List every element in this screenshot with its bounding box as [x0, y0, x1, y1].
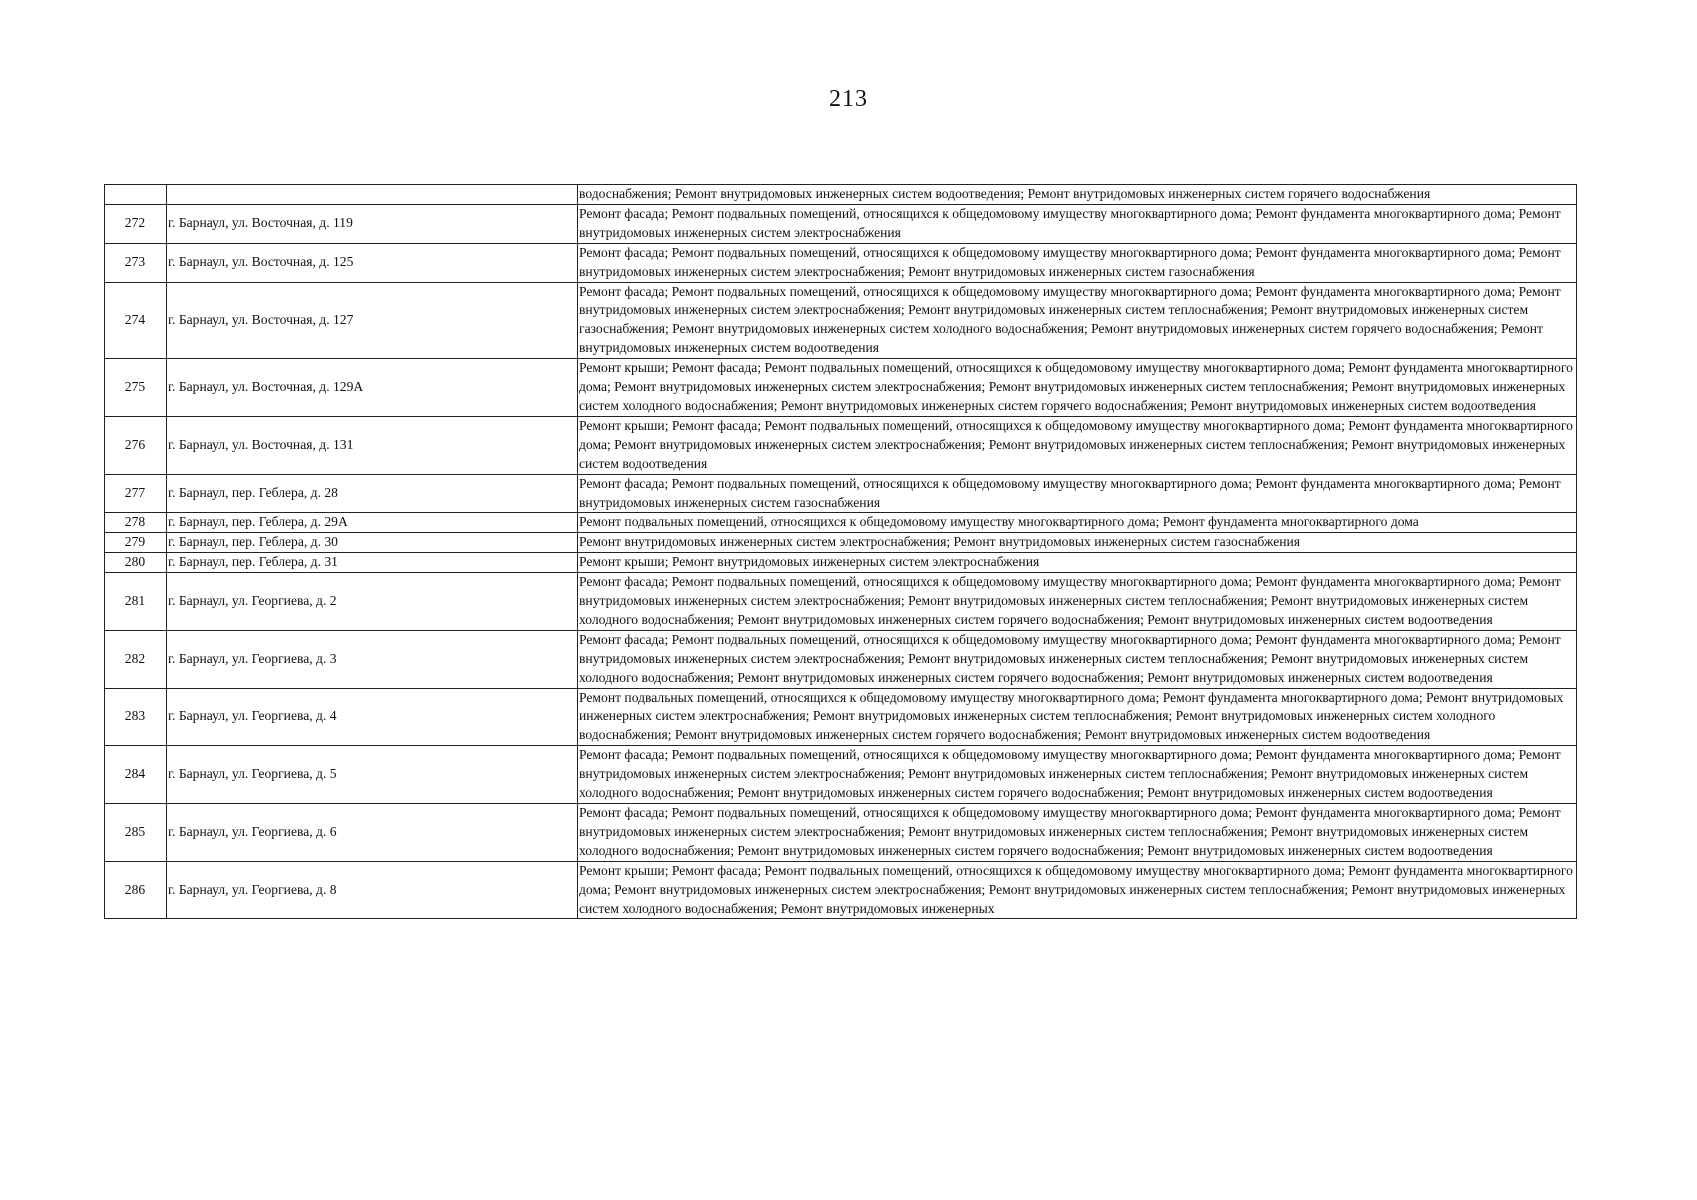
address-cell: г. Барнаул, ул. Восточная, д. 131	[167, 416, 578, 474]
works-cell: Ремонт фасада; Ремонт подвальных помещений, относящихся к общедомовому имуществу многоквартирного дома; Ремонт фундамента многоквартирного дома; Ремонт внутридомовых инженерных систем электроснабжения; Ремонт внутридомовых инженерных систем теплоснабжения; Ремонт внутридомовых инженерных систем холодного водоснабжения; Ремонт внутридомовых инженерных систем горячего водоснабжения; Ремонт внутридомовых инженерных систем водоотведения	[578, 746, 1577, 804]
row-number-cell: 277	[105, 474, 167, 513]
address-cell: г. Барнаул, ул. Георгиева, д. 6	[167, 804, 578, 862]
works-cell: Ремонт крыши; Ремонт фасада; Ремонт подвальных помещений, относящихся к общедомовому имуществу многоквартирного дома; Ремонт фундамента многоквартирного дома; Ремонт внутридомовых инженерных систем электроснабжения; Ремонт внутридомовых инженерных систем теплоснабжения; Ремонт внутридомовых инженерных систем холодного водоснабжения; Ремонт внутридомовых инженерных систем горячего водоснабжения; Ремонт внутридомовых инженерных систем водоотведения	[578, 359, 1577, 417]
page-number: 213	[829, 86, 868, 112]
address-cell: г. Барнаул, ул. Георгиева, д. 5	[167, 746, 578, 804]
works-cell: Ремонт крыши; Ремонт фасада; Ремонт подвальных помещений, относящихся к общедомовому имуществу многоквартирного дома; Ремонт фундамента многоквартирного дома; Ремонт внутридомовых инженерных систем электроснабжения; Ремонт внутридомовых инженерных систем теплоснабжения; Ремонт внутридомовых инженерных систем водоотведения	[578, 416, 1577, 474]
row-number-cell: 286	[105, 861, 167, 919]
table-row	[105, 204, 1577, 243]
row-number-cell: 282	[105, 630, 167, 688]
works-cell: Ремонт фасада; Ремонт подвальных помещений, относящихся к общедомовому имуществу многоквартирного дома; Ремонт фундамента многоквартирного дома; Ремонт внутридомовых инженерных систем электроснабжения; Ремонт внутридомовых инженерных систем теплоснабжения; Ремонт внутридомовых инженерных систем холодного водоснабжения; Ремонт внутридомовых инженерных систем горячего водоснабжения; Ремонт внутридомовых инженерных систем водоотведения	[578, 573, 1577, 631]
row-number-cell: 272	[105, 204, 167, 243]
row-number-cell: 275	[105, 359, 167, 417]
address-cell: г. Барнаул, ул. Георгиева, д. 2	[167, 573, 578, 631]
table-row	[105, 474, 1577, 513]
address-cell: г. Барнаул, ул. Восточная, д. 119	[167, 204, 578, 243]
works-cell: водоснабжения; Ремонт внутридомовых инженерных систем водоотведения; Ремонт внутридомовых инженерных систем горячего водоснабжения	[578, 185, 1577, 205]
works-cell: Ремонт крыши; Ремонт внутридомовых инженерных систем электроснабжения	[578, 553, 1577, 573]
table-row	[105, 416, 1577, 474]
works-cell: Ремонт крыши; Ремонт фасада; Ремонт подвальных помещений, относящихся к общедомовому имуществу многоквартирного дома; Ремонт фундамента многоквартирного дома; Ремонт внутридомовых инженерных систем электроснабжения; Ремонт внутридомовых инженерных систем теплоснабжения; Ремонт внутридомовых инженерных систем холодного водоснабжения; Ремонт внутридомовых инженерных	[578, 861, 1577, 919]
address-cell: г. Барнаул, ул. Восточная, д. 125	[167, 243, 578, 282]
works-cell: Ремонт фасада; Ремонт подвальных помещений, относящихся к общедомовому имуществу многоквартирного дома; Ремонт фундамента многоквартирного дома; Ремонт внутридомовых инженерных систем электроснабжения; Ремонт внутридомовых инженерных систем теплоснабжения; Ремонт внутридомовых инженерных систем холодного водоснабжения; Ремонт внутридомовых инженерных систем горячего водоснабжения; Ремонт внутридомовых инженерных систем водоотведения	[578, 804, 1577, 862]
table-row	[105, 282, 1577, 359]
table-row	[105, 630, 1577, 688]
address-cell: г. Барнаул, пер. Геблера, д. 28	[167, 474, 578, 513]
works-cell: Ремонт фасада; Ремонт подвальных помещений, относящихся к общедомовому имуществу многоквартирного дома; Ремонт фундамента многоквартирного дома; Ремонт внутридомовых инженерных систем электроснабжения; Ремонт внутридомовых инженерных систем газоснабжения	[578, 243, 1577, 282]
address-cell: г. Барнаул, пер. Геблера, д. 31	[167, 553, 578, 573]
table-row	[105, 533, 1577, 553]
works-cell: Ремонт фасада; Ремонт подвальных помещений, относящихся к общедомовому имуществу многоквартирного дома; Ремонт фундамента многоквартирного дома; Ремонт внутридомовых инженерных систем газоснабжения	[578, 474, 1577, 513]
table-row	[105, 553, 1577, 573]
address-cell: г. Барнаул, пер. Геблера, д. 29А	[167, 513, 578, 533]
row-number-cell: 281	[105, 573, 167, 631]
table-row	[105, 804, 1577, 862]
repair-works-table	[104, 184, 1577, 919]
works-cell: Ремонт фасада; Ремонт подвальных помещений, относящихся к общедомовому имуществу многоквартирного дома; Ремонт фундамента многоквартирного дома; Ремонт внутридомовых инженерных систем электроснабжения; Ремонт внутридомовых инженерных систем теплоснабжения; Ремонт внутридомовых инженерных систем холодного водоснабжения; Ремонт внутридомовых инженерных систем горячего водоснабжения; Ремонт внутридомовых инженерных систем водоотведения	[578, 630, 1577, 688]
table-row	[105, 359, 1577, 417]
works-cell: Ремонт внутридомовых инженерных систем электроснабжения; Ремонт внутридомовых инженерных систем газоснабжения	[578, 533, 1577, 553]
works-cell: Ремонт фасада; Ремонт подвальных помещений, относящихся к общедомовому имуществу многоквартирного дома; Ремонт фундамента многоквартирного дома; Ремонт внутридомовых инженерных систем электроснабжения; Ремонт внутридомовых инженерных систем теплоснабжения; Ремонт внутридомовых инженерных систем газоснабжения; Ремонт внутридомовых инженерных систем холодного водоснабжения; Ремонт внутридомовых инженерных систем горячего водоснабжения; Ремонт внутридомовых инженерных систем водоотведения	[578, 282, 1577, 359]
row-number-cell	[105, 185, 167, 205]
row-number-cell: 285	[105, 804, 167, 862]
works-cell: Ремонт подвальных помещений, относящихся к общедомовому имуществу многоквартирного дома; Ремонт фундамента многоквартирного дома	[578, 513, 1577, 533]
row-number-cell: 279	[105, 533, 167, 553]
table-row	[105, 573, 1577, 631]
row-number-cell: 274	[105, 282, 167, 359]
row-number-cell: 284	[105, 746, 167, 804]
table-row	[105, 185, 1577, 205]
address-cell	[167, 185, 578, 205]
row-number-cell: 278	[105, 513, 167, 533]
address-cell: г. Барнаул, пер. Геблера, д. 30	[167, 533, 578, 553]
row-number-cell: 273	[105, 243, 167, 282]
address-cell: г. Барнаул, ул. Георгиева, д. 8	[167, 861, 578, 919]
works-cell: Ремонт фасада; Ремонт подвальных помещений, относящихся к общедомовому имуществу многоквартирного дома; Ремонт фундамента многоквартирного дома; Ремонт внутридомовых инженерных систем электроснабжения	[578, 204, 1577, 243]
row-number-cell: 280	[105, 553, 167, 573]
table-row	[105, 746, 1577, 804]
address-cell: г. Барнаул, ул. Восточная, д. 127	[167, 282, 578, 359]
table-row	[105, 243, 1577, 282]
address-cell: г. Барнаул, ул. Восточная, д. 129А	[167, 359, 578, 417]
row-number-cell: 276	[105, 416, 167, 474]
works-cell: Ремонт подвальных помещений, относящихся к общедомовому имуществу многоквартирного дома; Ремонт фундамента многоквартирного дома; Ремонт внутридомовых инженерных систем электроснабжения; Ремонт внутридомовых инженерных систем теплоснабжения; Ремонт внутридомовых инженерных систем холодного водоснабжения; Ремонт внутридомовых инженерных систем горячего водоснабжения; Ремонт внутридомовых инженерных систем водоотведения	[578, 688, 1577, 746]
table-row	[105, 513, 1577, 533]
table-row	[105, 688, 1577, 746]
table-body	[105, 185, 1577, 919]
address-cell: г. Барнаул, ул. Георгиева, д. 4	[167, 688, 578, 746]
row-number-cell: 283	[105, 688, 167, 746]
address-cell: г. Барнаул, ул. Георгиева, д. 3	[167, 630, 578, 688]
table-row	[105, 861, 1577, 919]
